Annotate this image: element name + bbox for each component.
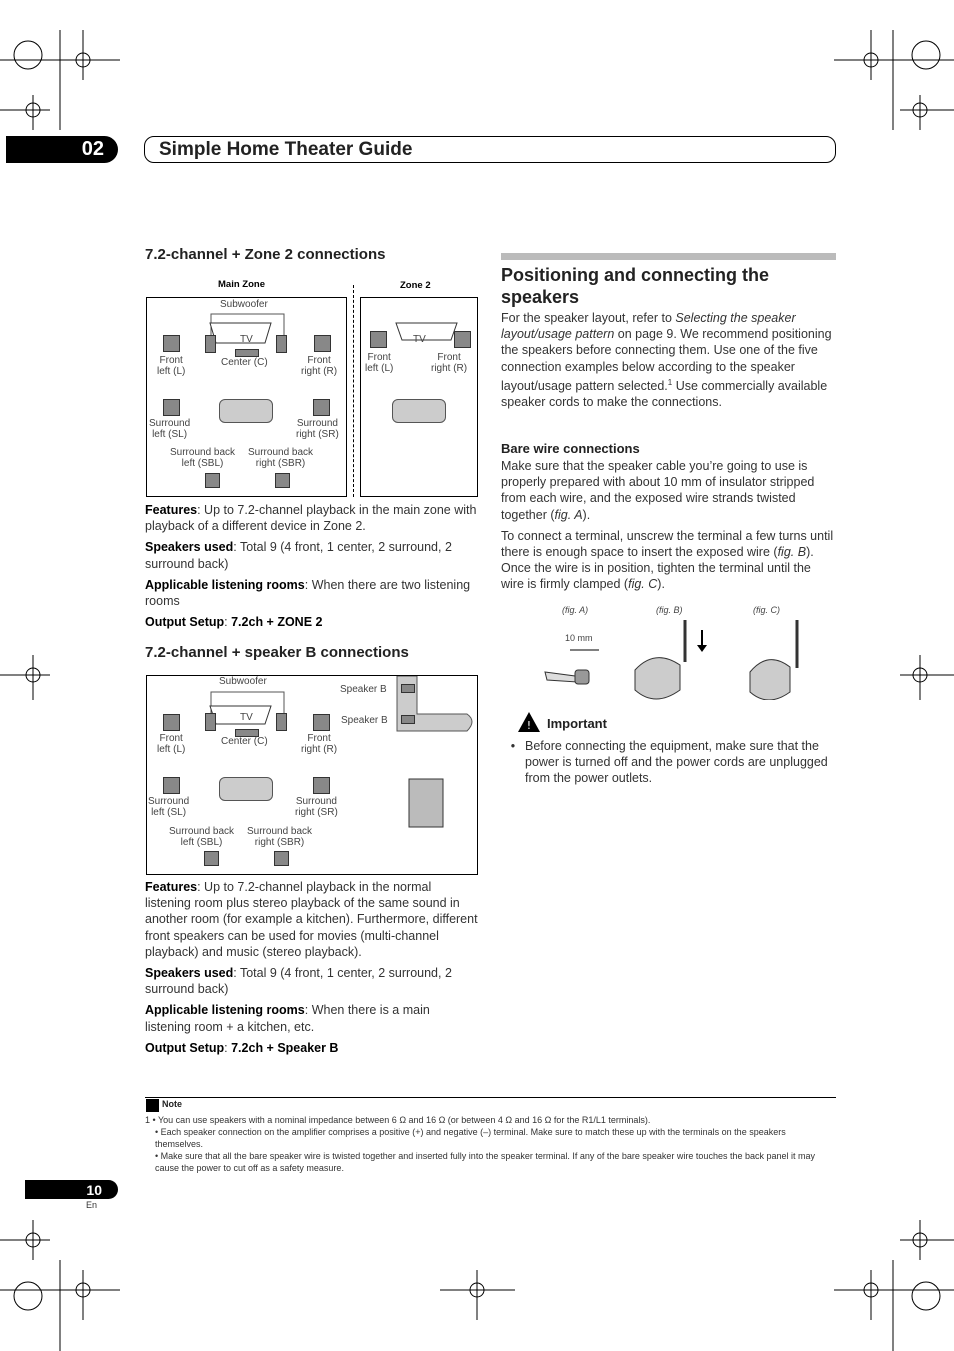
- important-label: Important: [547, 716, 607, 731]
- surround-right-label: Surround right (SR): [296, 418, 339, 440]
- zone2-description: Features: Up to 7.2-channel playback in the main zone with playback of a different device in Zone 2. Speakers used: Total 9 (4 front, 1 center, 2 surround, 2 surround back) Applicable listening rooms: When there are two listening rooms Output Setup: 7.2ch + ZONE 2: [145, 503, 477, 630]
- language-code: En: [86, 1200, 98, 1210]
- warning-icon: [517, 711, 541, 733]
- speakerb-surround-left-icon: [163, 777, 180, 794]
- fig-a-label: (fig. A): [562, 605, 589, 615]
- speakerb-tv-label: TV: [240, 712, 253, 723]
- zone-divider: [353, 285, 354, 497]
- wire-connection-figures: [535, 620, 815, 700]
- zone2-diagram: [360, 297, 478, 497]
- surround-back-left-speaker-icon: [205, 473, 220, 488]
- positioning-title: Positioning and connecting the speakers: [501, 265, 769, 307]
- speakerb-sub-left-icon: [205, 713, 216, 731]
- surround-back-left-label: Surround back left (SBL): [170, 447, 236, 469]
- surround-left-speaker-icon: [163, 399, 180, 416]
- sofa-icon: [219, 399, 273, 423]
- note-label: Note: [162, 1099, 182, 1109]
- note-text: 1 • You can use speakers with a nominal impedance between 6 Ω and 16 Ω (or between 4 Ω and 16 Ω for the R1/L1 terminals). • Each speaker connection on the amplifier comprises a positive (+) and negative (–) terminal. Make sure to match these up with the terminals on the speakers themselves. • Make sure that all the bare speaker wire is twisted together and inserted fully into the speaker terminal. If any of the bare speaker wire touches the back panel it may cause the power to cut off as a safety measure.: [145, 1115, 815, 1173]
- speakerb-diagram: [146, 675, 478, 875]
- bare-wire-heading: Bare wire connections: [501, 441, 640, 456]
- note-rule: [145, 1097, 836, 1098]
- fig-b-label: (fig. B): [656, 605, 683, 615]
- zone2-tv-icon: [361, 298, 479, 358]
- bare-wire-body: Make sure that the speaker cable you’re going to use is properly prepared with about 10 mm of insulator stripped from each wire, and the exposed wire strands twisted together (fig. A). To connect a terminal, unscrew the terminal a few turns until there is enough space to insert the exposed wire (fig. B). Once the wire is in position, tighten the terminal until the wire is firmly clamped (fig. C).: [501, 459, 834, 592]
- zone2-front-left-label: Front left (L): [365, 352, 394, 374]
- speakerb-surround-left-label: Surround left (SL): [148, 796, 190, 818]
- speakerb-sofa-icon: [219, 777, 273, 801]
- speakerb-front-right-label: Front right (R): [301, 733, 338, 755]
- page-number: 10: [25, 1180, 118, 1199]
- speaker-b-2-icon: [401, 715, 415, 724]
- zone2-front-left-speaker-icon: [370, 331, 387, 348]
- subwoofer-left-icon: [205, 335, 216, 353]
- surround-back-right-label: Surround back right (SBR): [248, 447, 314, 469]
- tv-label: TV: [240, 334, 253, 345]
- zone2-heading: 7.2-channel + Zone 2 connections: [145, 246, 386, 263]
- speakerb-description: Features: Up to 7.2-channel playback in the normal listening room plus stereo playback of the same sound in another room (for example a kitchen). Furthermore, different front speakers can be used for movies (multi-channel playback) and music (stereo playback). Speakers used: Total 9 (4 front, 1 center, 2 surround, 2 surround back) Applicable listening rooms: When there is a main listening room + a kitchen, etc. Output Setup: 7.2ch + Speaker B: [145, 880, 478, 1055]
- speakerb-surround-right-label: Surround right (SR): [295, 796, 338, 818]
- center-speaker-icon: [235, 349, 259, 357]
- surround-left-label: Surround left (SL): [149, 418, 191, 440]
- fig-c-label: (fig. C): [753, 605, 780, 615]
- center-label: Center (C): [221, 357, 268, 368]
- speaker-b-label-2: Speaker B: [341, 715, 388, 726]
- zone2-tv-label: TV: [413, 334, 426, 345]
- speakerb-sb-left-label: Surround back left (SBL): [169, 826, 235, 848]
- zone2-front-right-speaker-icon: [454, 331, 471, 348]
- front-right-label: Front right (R): [301, 355, 338, 377]
- speakerb-center-label: Center (C): [221, 736, 268, 747]
- chapter-number: 02: [6, 136, 118, 163]
- front-right-speaker-icon: [314, 335, 331, 352]
- subwoofer-right-icon: [276, 335, 287, 353]
- main-zone-diagram: [146, 297, 347, 497]
- ten-mm-label: 10 mm: [565, 633, 593, 643]
- speakerb-front-right-icon: [313, 714, 330, 731]
- section-rule: [501, 253, 836, 260]
- positioning-body: For the speaker layout, refer to Selecting the speaker layout/usage pattern on page 9. We recommend positioning the speakers before connecting them. Use one of the five connection examples below according to the speaker layout/usage pattern selected.$^1$ Use commercially available speaker cords to make the connections.: [501, 311, 832, 410]
- chapter-title: Simple Home Theater Guide: [144, 136, 836, 163]
- main-zone-label: Main Zone: [218, 279, 265, 290]
- speakerb-sb-right-label: Surround back right (SBR): [247, 826, 313, 848]
- speakerb-surround-right-icon: [313, 777, 330, 794]
- svg-text:!: !: [526, 719, 532, 732]
- important-list: • Before connecting the equipment, make sure that the power is turned off and the power cords are unplugged from the power outlets.: [501, 738, 836, 787]
- important-bullet: Before connecting the equipment, make sure that the power is turned off and the power cords are unplugged from the power outlets.: [525, 739, 828, 786]
- subwoofer-label: Subwoofer: [220, 299, 268, 310]
- surround-back-right-speaker-icon: [275, 473, 290, 488]
- speakerb-front-left-label: Front left (L): [157, 733, 186, 755]
- speakerb-heading: 7.2-channel + speaker B connections: [145, 644, 409, 661]
- front-left-speaker-icon: [163, 335, 180, 352]
- zone2-label: Zone 2: [400, 280, 431, 291]
- speakerb-sub-right-icon: [276, 713, 287, 731]
- speakerb-sb-left-icon: [204, 851, 219, 866]
- speakerb-front-left-icon: [163, 714, 180, 731]
- surround-right-speaker-icon: [313, 399, 330, 416]
- front-left-label: Front left (L): [157, 355, 186, 377]
- note-pencil-icon: [146, 1099, 159, 1112]
- speakerb-sb-right-icon: [274, 851, 289, 866]
- zone2-front-right-label: Front right (R): [431, 352, 468, 374]
- zone2-sofa-icon: [392, 399, 446, 423]
- speakerb-subwoofer-label: Subwoofer: [219, 676, 267, 687]
- speaker-b-1-icon: [401, 684, 415, 693]
- speaker-b-label-1: Speaker B: [340, 684, 387, 695]
